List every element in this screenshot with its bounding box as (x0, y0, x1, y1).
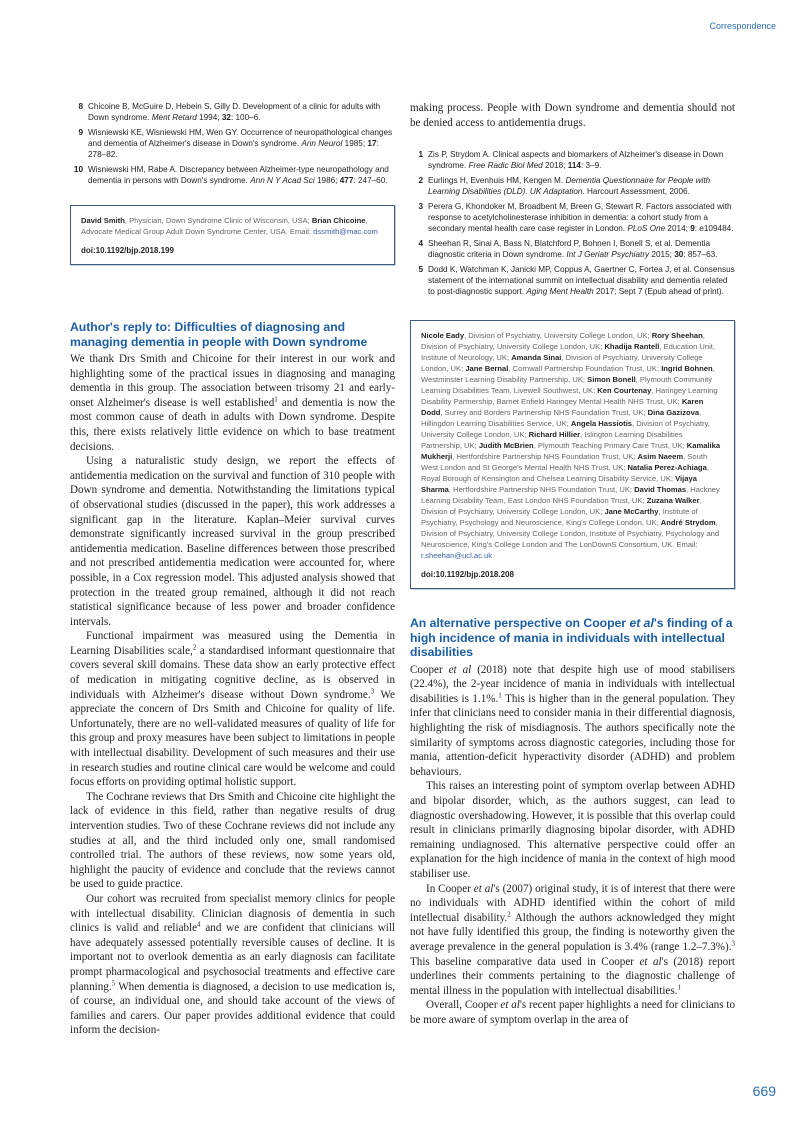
reference-list (410, 149, 735, 297)
paragraph (70, 892, 395, 1038)
reference-list (70, 101, 395, 186)
text-run: 2014; (665, 224, 691, 234)
text-run: , Hillingdon Learning Disabilities Service, UK; (421, 408, 702, 429)
paragraph (410, 998, 735, 1027)
bold-text: Nicole Eady (421, 331, 465, 341)
author-affiliations (421, 330, 724, 561)
text-run: This raises an interesting point of symptom overlap between ADHD and bipolar disorder, which, as the authors suggest, can lead to diagnostic overshadowing. However, it is possible that this overlap could result in clinicians primarily diagnosing bipolar disorder, with ADHD remaining undiagnosed. This alternative perspective could offer an explanation for the high incidence of mania in the context of high mood stabiliser use. (410, 780, 735, 880)
text-run: making process. People with Down syndrome and dementia should not be denied access to antidementia drugs. (410, 102, 735, 129)
text-run: and dementia is now the most common cause of death in adults with Down syndrome. Despite this, there exists relatively little evidence on which to base treatment decisions. (70, 396, 395, 453)
italic-text: Ann N Y Acad Sci (250, 176, 315, 185)
text-run: , Division of Psychiatry, University College London, UK; (421, 496, 702, 517)
text-run: This baseline comparative data used in Cooper (410, 955, 640, 968)
citation-superscript: 3 (731, 939, 735, 948)
text-run: and we are confident that clinicians will have adequately assessed potentially reversible causes of decline. It is important not to overlook dementia as an early diagnosis can facilitate prompt pharmacological and psychosocial treatments and effective care planning. (70, 922, 395, 993)
bold-text: Angela Hassiotis (570, 419, 633, 429)
text-run: , Hertfordshire Partnership NHS Foundation Trust, UK; (452, 452, 638, 462)
citation-superscript: 2 (507, 910, 511, 919)
reference-item (410, 149, 735, 171)
email-link[interactable]: r.sheehan@ucl.ac.uk (421, 551, 493, 561)
text-run: , Division of Psychiatry, University College London, UK; (464, 331, 652, 341)
reference-item (410, 175, 735, 197)
text-run: When dementia is diagnosed, a decision to use medication is, of course, an individual one, and should take account of the views of families and carers. Our paper provides additional evidence that could inform the decision- (70, 980, 395, 1037)
reference-item (70, 127, 395, 160)
section-header: Correspondence (709, 21, 776, 31)
text-run: 's finding of a high incidence of mania in individuals with intellectual disabilities (410, 616, 733, 660)
left-column-top (70, 101, 395, 265)
text-run: , Haringey Learning Disability Partnership, Barnet Enfield Haringey Mental Health NHS Trust, UK; (421, 386, 718, 407)
bold-text: Ingrid Bohnen (661, 364, 713, 374)
text-run: Sheehan R, Sinai A, Bass N, Blatchford P, Bohnen I, Bonell S, et al. Dementia diagnostic criteria in Down syndrome. (428, 239, 711, 260)
paragraph (70, 454, 395, 629)
citation-superscript: 1 (274, 395, 278, 404)
text-run: , Hackney Learning Disability Team, East London NHS Foundation Trust, UK; (421, 485, 720, 506)
text-run: (2018) note that despite high use of mood stabilisers (22.4%), the 2-year incidence of mania in individuals with intellectual disabilities is 1.1%. (410, 663, 735, 705)
bold-text: Jane McCarthy (604, 507, 659, 517)
bold-text: 32 (221, 113, 231, 122)
text-run: Functional impairment was measured using the Dementia in Learning Disabilities scale, (70, 630, 395, 657)
text-run: Using a naturalistic study design, we report the effects of antidementia medication on the survival and function of 310 people with Down syndrome and dementia. Notwithstanding the limitations typical of observational studies (discussed in the paper), this work addresses a significant gap in the literature. Kaplan–Meier survival curves demonstrate significantly increased survival in the group prescribed antidementia medication. Baseline differences between those prescribed and not prescribed antidementia medication were accounted for, where possible, in a Cox regression model. This adjusted analysis showed that protection in the treated group remained, although it did not reach statistical significance because of less power and broader confidence intervals. (70, 455, 395, 628)
text-run: , Surrey and Borders Partnership NHS Foundation Trust, UK; (440, 408, 648, 418)
text-run: Although the authors acknowledged they might not have fully identified this group, the finding is noteworthy given the average prevalence in the general population is 3.4% (range 1.2–7.3%). (410, 911, 735, 953)
text-run: , Royal Borough of Kensington and Chelsea Learning Disability Service, UK; (421, 463, 709, 484)
reference-item (410, 264, 735, 297)
bold-text: Khadija Rantell (604, 342, 660, 352)
text-run: : 247–60. (353, 176, 388, 185)
text-run: 's recent paper highlights a need for clinicians to be more aware of symptom overlap in the area of (410, 999, 735, 1026)
bold-text: Amanda Sinai (511, 353, 562, 363)
bold-text: Asim Naeem (637, 452, 684, 462)
text-run: Cooper (410, 663, 449, 676)
article-body (70, 352, 395, 1038)
bold-text: 9 (690, 224, 695, 234)
italic-text: Ann Neurol (301, 139, 343, 148)
bold-text: 30 (674, 250, 684, 260)
italic-text: et al (448, 663, 472, 676)
text-run: Eurlings H, Evenhuis HM, Kengen M. (428, 176, 566, 186)
italic-text: et al (500, 999, 520, 1012)
bold-text: Ken Courtenay (597, 386, 652, 396)
italic-text: PLoS One (627, 224, 666, 234)
text-run: Wisniewski KE, Wisniewski HM, Wen GY. Occurrence of neuropathological changes and dementia of Alzheimer's disease in Down's syndrome. (88, 128, 393, 148)
reference-text (428, 265, 735, 296)
citation-superscript: 1 (677, 983, 681, 992)
text-run: 's (2007) original study, it is of interest that there were no individuals with ADHD identified within the cohort of mild intellectual disability. (410, 882, 736, 924)
reference-text (88, 128, 392, 159)
reference-text (428, 239, 717, 259)
reference-number: 9 (78, 128, 83, 137)
bold-text: Rory Sheehan (651, 331, 703, 341)
text-run: . Harcourt Assessment, 2006. (582, 187, 690, 197)
text-run: , Division of Psychiatry, University College London, Institute of Psychiatry, Psychology and Neuroscience, King's College London and The LonDownS Consortium, UK. Email: (421, 518, 720, 550)
reference-number: 5 (418, 265, 423, 275)
author-box (70, 205, 395, 265)
reference-text (428, 202, 733, 233)
text-run: 2017; Sept 7 (Epub ahead of print). (593, 287, 724, 297)
reference-item (70, 101, 395, 123)
text-run: In Cooper (426, 882, 474, 895)
article-title: Author's reply to: Difficulties of diagnosing and managing dementia in people with Down syndrome (70, 320, 368, 349)
bold-text: Brian Chicoine (311, 216, 366, 225)
bold-text: André Strydom (660, 518, 716, 528)
bold-text: Natalia Perez-Achiaga (627, 463, 707, 473)
text-run: , Advocate Medical Group Adult Down Syndrome Center, USA. Email: (81, 216, 368, 236)
text-run: We thank Drs Smith and Chicoine for their interest in our work and highlighting some of the practical issues in diagnosing and managing dementia in this group. The association between trisomy 21 and early-onset Alzheimer's disease is well established (70, 353, 395, 409)
author-box (410, 320, 735, 589)
reference-number: 2 (418, 176, 423, 186)
text-run: 2015; (649, 250, 675, 260)
text-run: Overall, Cooper (426, 999, 501, 1012)
doi: doi:10.1192/bjp.2018.199 (81, 246, 174, 255)
text-run: , Division of Psychiatry, University College London, UK; (421, 419, 710, 440)
reference-number: 10 (73, 165, 83, 174)
paragraph (410, 663, 735, 780)
page-number: 669 (752, 1083, 776, 1099)
text-run: , Plymouth Teaching Primary Care Trust, UK; (533, 441, 687, 451)
reference-number: 8 (78, 102, 83, 111)
paragraph (70, 352, 395, 454)
reference-number: 3 (418, 202, 423, 212)
paragraph (410, 882, 735, 999)
reference-number: 1 (418, 150, 423, 160)
text-run: An alternative perspective on Cooper (410, 616, 630, 631)
reference-number: 4 (418, 239, 423, 249)
text-run: : e109484. (694, 224, 734, 234)
bold-text: 17 (367, 139, 377, 148)
text-run: This is higher than in the general population. They infer that clinicians need to consider mania in their differential diagnosis, highlighting the risk of misdiagnosis. The authors specifically note the similarity of symptoms across diagnostic categories, including those for mania, attention-deficit hyperactivity disorder (ADHD) and problem behaviours. (410, 692, 736, 778)
italic-text: Dementia Questionnaire for People with Learning Disabilities (DLD). UK Adaptation (428, 176, 711, 197)
text-run: : 278–82. (88, 139, 379, 159)
paragraph (70, 790, 395, 892)
text-run: Dodd K, Watchman K, Janicki MP, Coppus A, Gaertner C, Fortea J, et al. Consensus statement of the international summit on intellectual disability and dementia related to post-diagnostic support. (428, 265, 735, 297)
citation-superscript: 1 (498, 691, 502, 700)
bold-text: 477 (339, 176, 354, 185)
article-body (410, 663, 735, 1028)
bold-text: Vijaya Sharma (421, 474, 697, 495)
text-run: : 100–6. (230, 113, 261, 122)
bold-text: Judith McBrien (478, 441, 534, 451)
bold-text: David Thomas (634, 485, 687, 495)
reference-item (410, 238, 735, 260)
right-column (410, 101, 735, 1028)
italic-text: Ment Retard (151, 113, 197, 122)
bold-text: 114 (567, 161, 581, 171)
italic-text: Free Radic Biol Med (468, 161, 543, 171)
reference-item (70, 164, 395, 186)
italic-text: Int J Geriatr Psychiatry (566, 250, 650, 260)
reference-text (88, 102, 380, 122)
text-run: : 3–9. (580, 161, 602, 171)
text-run: Wisniewski HM, Rabe A. Discrepancy between Alzheimer-type neuropathology and dementia in persons with Down's syndrome. (88, 165, 389, 185)
text-run: 1986; (314, 176, 340, 185)
text-run: We appreciate the concern of Drs Smith and Chicoine for quality of life. Unfortunately, there are no well-validated measures of quality of life for this group and proxy measures have been subject to limitations in people with intellectual disability. Development of such measures and their use in research studies and routine clinical care would be welcome and could focus efforts on providing optimal holistic support. (70, 688, 395, 789)
bold-text: Karen Dodd (421, 397, 704, 418)
text-run: , Division of Psychiatry, University College London, UK; (421, 353, 703, 374)
bold-text: Dina Gazizova (647, 408, 700, 418)
author-affiliations (81, 215, 384, 237)
text-run: 1994; (196, 113, 222, 122)
citation-superscript: 2 (192, 643, 197, 652)
text-run: , Islington Learning Disabilities Partnership, UK; (421, 430, 683, 451)
text-run: , Institute of Psychiatry, Psychology and Neuroscience, King's College London, UK; (421, 507, 698, 528)
text-run: 's (2018) report underlines their comments pertaining to the diagnostic challenge of mental illness in the population with intellectual disabilities. (410, 955, 735, 997)
paragraph (70, 629, 395, 790)
paragraph (410, 779, 735, 881)
article-title (410, 616, 735, 660)
reference-text (428, 176, 710, 196)
text-run: , Hertfordshire Partnership NHS Foundation Trust, UK; (448, 485, 635, 495)
text-run: , Westminster Learning Disability Partnership, UK; (421, 364, 715, 385)
text-run: Zis P, Strydom A. Clinical aspects and biomarkers of Alzheimer's disease in Down syndrome. (428, 150, 724, 171)
text-run: , Plymouth Community Learning Disabilities Team, Livewell Southwest, UK; (421, 375, 713, 396)
text-run: : 857–63. (683, 250, 718, 260)
text-run: 2018; (542, 161, 568, 171)
bold-text: Jane Bernal (465, 364, 509, 374)
text-run: , Education Unit, Institute of Neurology, UK; (421, 342, 716, 363)
reference-item (410, 201, 735, 234)
text-run: Our cohort was recruited from specialist memory clinics for people with intellectual disability. Clinician diagnosis of dementia in such clinics is valid and reliable (70, 892, 395, 935)
italic-text: et al (629, 616, 654, 631)
citation-superscript: 5 (111, 978, 116, 987)
text-run: Chicoine B, McGuire D, Hebein S, Gilly D. Development of a clinic for adults with Down syndrome. (88, 102, 381, 122)
reference-text (88, 165, 389, 185)
italic-text: et al (639, 955, 662, 968)
text-run: Perera G, Khondoker M, Broadbent M, Breen G, Stewart R. Factors associated with response to acetylcholinesterase inhibition in dementia: a cohort study from a secondary mental health care case register in London. (428, 202, 732, 234)
italic-text: et al (473, 882, 494, 895)
reference-text (428, 150, 723, 170)
text-run: , Cornwall Partnership Foundation Trust, UK; (508, 364, 662, 374)
text-run: , South West London and St George's Mental Health NHS Trust, UK; (421, 452, 708, 473)
text-run: The Cochrane reviews that Drs Smith and Chicoine cite highlight the lack of evidence in this field, rather than negative results of drug intervention studies. Two of these Cochrane reviews did not include any studies at all, and the third included only one, small randomised controlled trial. The authors of these reviews, now some years old, highlight the paucity of evidence and conclude that the reviews cannot be used to guide practice. (70, 790, 395, 891)
citation-superscript: 4 (197, 920, 201, 929)
bold-text: Zuzana Walker (646, 496, 700, 506)
citation-superscript: 3 (370, 686, 375, 695)
article-continuation (410, 101, 735, 130)
italic-text: Aging Ment Health (526, 287, 594, 297)
bold-text: Richard Hillier (528, 430, 581, 440)
text-run: , Division of Psychiatry, University College London, UK; (421, 331, 705, 352)
text-run: 1985; (342, 139, 368, 148)
article-author-reply (70, 320, 395, 1038)
email-link[interactable]: dssmith@mac.com (313, 227, 378, 236)
bold-text: Kamalika Mukherji (421, 441, 721, 462)
bold-text: David Smith (81, 216, 125, 225)
bold-text: Simon Bonell (587, 375, 636, 385)
text-run: , Physician, Down Syndrome Clinic of Wisconsin, USA; (124, 216, 312, 225)
doi: doi:10.1192/bjp.2018.208 (421, 570, 514, 580)
text-run: a standardised informant questionnaire that covers several skill domains. These data show an early protective effect of medication in mitigating cognitive decline, as is observed in individuals with Alzheimer's disease without Down syndrome. (70, 644, 395, 701)
